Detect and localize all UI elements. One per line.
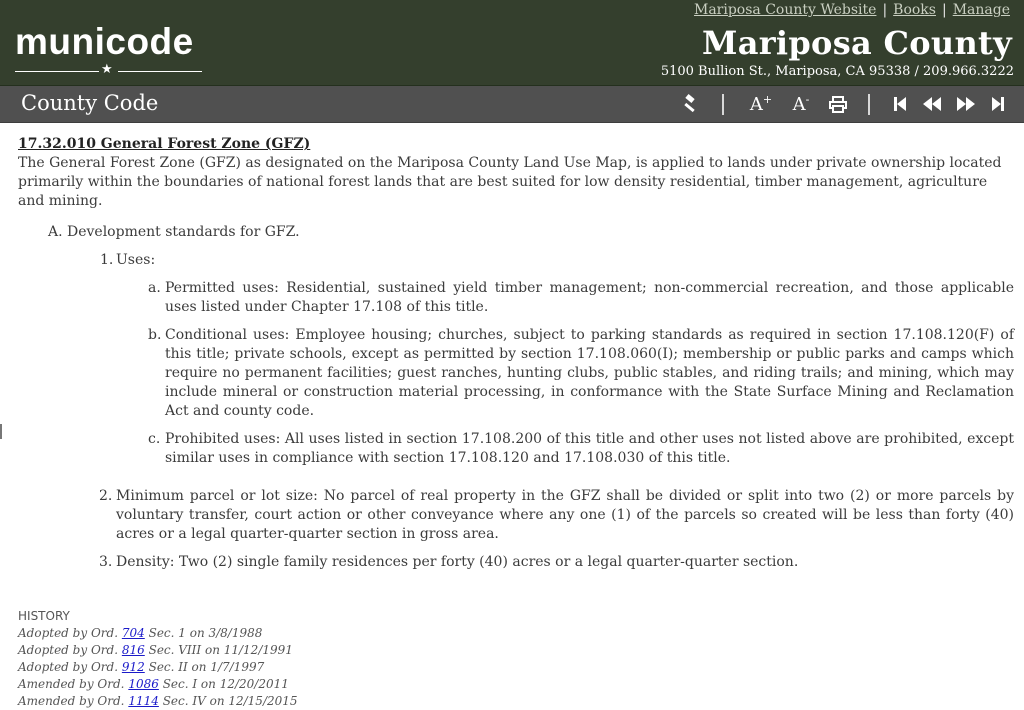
star-icon: ★ [101, 62, 113, 77]
history-suffix: Sec. II on 1/7/1997 [148, 660, 265, 674]
toolbar-separator [868, 94, 870, 115]
county-website-link[interactable]: Mariposa County Website [693, 2, 877, 18]
font-increase-label: A+ [749, 93, 773, 115]
first-icon[interactable] [890, 92, 910, 116]
logo-rule-left [15, 71, 99, 72]
link-separator: | [882, 2, 888, 18]
item-1 [18, 251, 1014, 270]
item-text: Uses: [116, 252, 156, 268]
section-intro: The General Forest Zone (GFZ) as designated on the Mariposa County Land Use Map, is applied to lands under private ownership located primarily within the boundaries of national forest lands that are best suited for low density residential, timber management, agriculture and mining. [18, 155, 1002, 209]
ordinance-link[interactable]: 1114 [128, 694, 159, 708]
use-label: b. [148, 327, 162, 343]
item-3 [18, 553, 1014, 572]
resize-handle[interactable] [0, 424, 6, 439]
history-suffix: Sec. 1 on 3/8/1988 [148, 626, 263, 640]
font-decrease-label: A- [792, 93, 810, 115]
link-separator: | [941, 2, 947, 18]
history-row [18, 659, 1014, 676]
item-label: 1. [100, 252, 114, 268]
county-address: 5100 Bullion St., Mariposa, CA 95338 / 209.966.3222 [660, 64, 1014, 79]
subsection-a [18, 223, 1014, 242]
toolbar-title: County Code [21, 91, 159, 115]
history-prefix: Adopted by Ord. [18, 643, 119, 657]
manage-link[interactable]: Manage [952, 2, 1010, 18]
history-suffix: Sec. VIII on 11/12/1991 [148, 643, 293, 657]
previous-icon[interactable] [920, 92, 944, 116]
use-text: Prohibited uses: All uses listed in section 17.108.200 of this title and other uses not listed above are prohibited, except similar uses in compliance with section 17.108.120 and 17.108.030 of this title. [165, 431, 1014, 466]
use-b [18, 326, 1014, 421]
toolbar [0, 86, 1024, 123]
use-label: c. [148, 431, 161, 447]
history-prefix: Adopted by Ord. [18, 660, 119, 674]
top-links [694, 2, 1010, 18]
use-c [18, 430, 1014, 468]
code-content [18, 135, 1014, 710]
history-heading: HISTORY [18, 609, 70, 623]
history-row [18, 625, 1014, 642]
next-icon[interactable] [954, 92, 978, 116]
history-row [18, 676, 1014, 693]
history-prefix: Amended by Ord. [18, 694, 125, 708]
history-block [18, 608, 1014, 710]
ordinance-link[interactable]: 1086 [128, 677, 159, 691]
county-name: Mariposa County [702, 24, 1012, 62]
section-title: 17.32.010 General Forest Zone (GFZ) [18, 136, 311, 152]
history-row [18, 642, 1014, 659]
font-decrease-button[interactable] [787, 92, 815, 116]
ordinance-link[interactable]: 704 [121, 626, 145, 640]
ordinance-link[interactable]: 816 [121, 643, 145, 657]
history-prefix: Amended by Ord. [18, 677, 125, 691]
use-text: Conditional uses: Employee housing; churches, subject to parking standards as required in section 17.108.120(F) of this title; private schools, except as permitted by section 17.108.060(I); membership or public parks and camps which require no permanent facilities; guest ranches, hunting clubs, public stables, and riding trails; and mining, which may include mineral or construction material processing, in conformance with the State Surface Mining and Reclamation Act and county code. [165, 327, 1014, 419]
ordinance-link[interactable]: 912 [121, 660, 145, 674]
use-label: a. [148, 280, 161, 296]
logo-rule-right [118, 71, 202, 72]
toolbar-separator [722, 94, 724, 115]
municode-logo[interactable]: municode [15, 21, 194, 62]
use-text: Permitted uses: Residential, sustained yield timber management; non-commercial recreation, and those applicable uses listed under Chapter 17.108 of this title. [165, 280, 1014, 315]
history-row [18, 693, 1014, 710]
history-suffix: Sec. IV on 12/15/2015 [162, 694, 298, 708]
logo-rule [15, 62, 202, 77]
item-text: Minimum parcel or lot size: No parcel of real property in the GFZ shall be divided or split into two (2) or more parcels by voluntary transfer, court action or other conveyance where any one (1) of the parcels so created will be less than forty (40) acres or a legal quarter-quarter section in gross area. [116, 488, 1014, 542]
item-text: Density: Two (2) single family residences per forty (40) acres or a legal quarter-quarter section. [116, 554, 799, 570]
subsection-label: A. [48, 224, 63, 240]
history-suffix: Sec. I on 12/20/2011 [162, 677, 289, 691]
books-link[interactable]: Books [893, 2, 936, 18]
site-header [0, 0, 1024, 86]
gavel-icon[interactable] [680, 92, 702, 116]
subsection-text: Development standards for GFZ. [67, 224, 300, 240]
print-icon[interactable] [827, 92, 849, 116]
item-label: 2. [99, 488, 113, 504]
history-prefix: Adopted by Ord. [18, 626, 119, 640]
item-label: 3. [99, 554, 113, 570]
font-increase-button[interactable] [747, 92, 775, 116]
last-icon[interactable] [988, 92, 1008, 116]
item-2 [18, 487, 1014, 544]
use-a [18, 279, 1014, 317]
